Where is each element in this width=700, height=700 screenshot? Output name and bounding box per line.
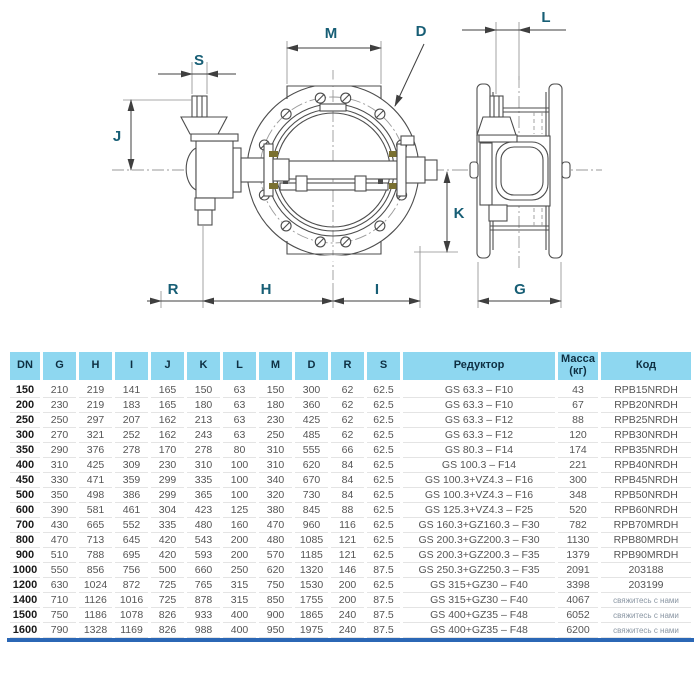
cell-m: 250 (259, 428, 292, 443)
cell-g: 630 (43, 578, 76, 593)
cell-s: 87.5 (367, 623, 400, 638)
cell-reducer: GS 100.3 – F14 (403, 458, 555, 473)
cell-l: 100 (223, 488, 256, 503)
cell-g: 350 (43, 488, 76, 503)
cell-mass: 174 (558, 443, 598, 458)
cell-d: 1975 (295, 623, 328, 638)
cell-mass: 67 (558, 398, 598, 413)
side-view (453, 76, 602, 268)
cell-l: 100 (223, 473, 256, 488)
cell-i: 252 (115, 428, 148, 443)
cell-i: 645 (115, 533, 148, 548)
cell-s: 62.5 (367, 443, 400, 458)
cell-d: 555 (295, 443, 328, 458)
cell-r: 146 (331, 563, 364, 578)
top-liner-key (320, 104, 346, 111)
col-header-dn: DN (10, 352, 40, 380)
dim-label-r: R (167, 281, 179, 298)
cell-mass: 43 (558, 380, 598, 398)
cell-s: 87.5 (367, 563, 400, 578)
cell-dn: 1400 (10, 593, 40, 608)
cell-mass: 88 (558, 413, 598, 428)
cell-h: 1126 (79, 593, 112, 608)
cell-r: 62 (331, 380, 364, 398)
cell-mass: 4067 (558, 593, 598, 608)
cell-m: 480 (259, 533, 292, 548)
table-row (10, 608, 691, 623)
cell-d: 960 (295, 518, 328, 533)
cell-d: 730 (295, 488, 328, 503)
col-header-s: S (367, 352, 400, 380)
cell-s: 62.5 (367, 380, 400, 398)
dim-label-l: L (541, 9, 551, 26)
table-row (10, 488, 691, 503)
cell-reducer: GS 250.3+GZ250.3 – F35 (403, 563, 555, 578)
cell-r: 121 (331, 533, 364, 548)
cell-d: 1320 (295, 563, 328, 578)
cell-g: 790 (43, 623, 76, 638)
cell-k: 150 (187, 380, 220, 398)
dim-label-s: S (193, 52, 205, 69)
cell-m: 150 (259, 380, 292, 398)
cell-k: 423 (187, 503, 220, 518)
cell-h: 297 (79, 413, 112, 428)
cell-code: 203188 (601, 563, 691, 578)
cell-g: 430 (43, 518, 76, 533)
cell-i: 1078 (115, 608, 148, 623)
cell-j: 304 (151, 503, 184, 518)
cell-reducer: GS 63.3 – F12 (403, 413, 555, 428)
table-header (10, 352, 691, 380)
cell-i: 183 (115, 398, 148, 413)
cell-d: 1755 (295, 593, 328, 608)
cell-l: 63 (223, 428, 256, 443)
table-row (10, 503, 691, 518)
cell-code: RPB20NRDH (601, 398, 691, 413)
cell-dn: 300 (10, 428, 40, 443)
bore-opening (496, 142, 548, 200)
gearbox-actuator (181, 96, 289, 225)
cell-reducer: GS 160.3+GZ160.3 – F30 (403, 518, 555, 533)
cell-s: 62.5 (367, 488, 400, 503)
cell-j: 162 (151, 413, 184, 428)
cell-g: 310 (43, 458, 76, 473)
cell-l: 200 (223, 548, 256, 563)
table-row (10, 563, 691, 578)
cell-j: 725 (151, 578, 184, 593)
cell-k: 765 (187, 578, 220, 593)
cell-code: RPB90MRDH (601, 548, 691, 563)
cell-d: 845 (295, 503, 328, 518)
cell-code: свяжитесь с нами (601, 608, 691, 623)
cell-h: 471 (79, 473, 112, 488)
cell-code: RPB35NRDH (601, 443, 691, 458)
cell-g: 230 (43, 398, 76, 413)
cell-d: 1530 (295, 578, 328, 593)
cell-j: 500 (151, 563, 184, 578)
cell-mass: 348 (558, 488, 598, 503)
dim-label-m: M (324, 25, 338, 42)
cell-r: 62 (331, 413, 364, 428)
cell-reducer: GS 63.3 – F10 (403, 398, 555, 413)
cell-s: 62.5 (367, 413, 400, 428)
cell-d: 425 (295, 413, 328, 428)
cell-i: 552 (115, 518, 148, 533)
dim-label-k: K (453, 205, 465, 222)
cell-j: 335 (151, 518, 184, 533)
cell-j: 230 (151, 458, 184, 473)
cell-dn: 1000 (10, 563, 40, 578)
cell-s: 62.5 (367, 578, 400, 593)
cell-reducer: GS 315+GZ30 – F40 (403, 593, 555, 608)
cell-l: 315 (223, 593, 256, 608)
dim-label-j: J (112, 128, 122, 145)
spec-table-container (7, 352, 694, 642)
cell-k: 335 (187, 473, 220, 488)
cell-m: 850 (259, 593, 292, 608)
cell-k: 660 (187, 563, 220, 578)
cell-reducer: GS 100.3+VZ4.3 – F16 (403, 488, 555, 503)
cell-r: 200 (331, 593, 364, 608)
cell-reducer: GS 400+GZ35 – F48 (403, 608, 555, 623)
table-row (10, 548, 691, 563)
cell-l: 63 (223, 413, 256, 428)
cell-h: 498 (79, 488, 112, 503)
cell-i: 756 (115, 563, 148, 578)
cell-m: 320 (259, 488, 292, 503)
cell-h: 788 (79, 548, 112, 563)
cell-r: 121 (331, 548, 364, 563)
cell-i: 386 (115, 488, 148, 503)
cell-mass: 6200 (558, 623, 598, 638)
cell-k: 278 (187, 443, 220, 458)
cell-j: 299 (151, 488, 184, 503)
cell-g: 330 (43, 473, 76, 488)
cell-mass: 120 (558, 428, 598, 443)
cell-code: RPB30NRDH (601, 428, 691, 443)
cell-mass: 2091 (558, 563, 598, 578)
col-header-d: D (295, 352, 328, 380)
table-row (10, 413, 691, 428)
cell-i: 278 (115, 443, 148, 458)
cell-s: 62.5 (367, 458, 400, 473)
cell-m: 620 (259, 563, 292, 578)
cell-s: 62.5 (367, 548, 400, 563)
cell-code: 203199 (601, 578, 691, 593)
cell-g: 270 (43, 428, 76, 443)
table-row (10, 533, 691, 548)
cell-reducer: GS 200.3+GZ200.3 – F35 (403, 548, 555, 563)
cell-i: 309 (115, 458, 148, 473)
cell-reducer: GS 200.3+GZ200.3 – F30 (403, 533, 555, 548)
cell-reducer: GS 100.3+VZ4.3 – F16 (403, 473, 555, 488)
cell-m: 950 (259, 623, 292, 638)
cell-d: 1185 (295, 548, 328, 563)
cell-j: 162 (151, 428, 184, 443)
cell-code: RPB25NRDH (601, 413, 691, 428)
cell-h: 219 (79, 380, 112, 398)
col-header-h: H (79, 352, 112, 380)
cell-h: 1328 (79, 623, 112, 638)
cell-dn: 600 (10, 503, 40, 518)
cell-h: 1186 (79, 608, 112, 623)
cell-r: 240 (331, 623, 364, 638)
cell-m: 230 (259, 413, 292, 428)
cell-h: 376 (79, 443, 112, 458)
table-row (10, 473, 691, 488)
cell-k: 878 (187, 593, 220, 608)
cell-j: 826 (151, 623, 184, 638)
table-body (10, 380, 691, 638)
col-header-r: R (331, 352, 364, 380)
cell-d: 670 (295, 473, 328, 488)
cell-d: 1085 (295, 533, 328, 548)
cell-reducer: GS 63.3 – F12 (403, 428, 555, 443)
cell-d: 300 (295, 380, 328, 398)
cell-j: 725 (151, 593, 184, 608)
cell-h: 665 (79, 518, 112, 533)
cell-l: 100 (223, 458, 256, 473)
cell-r: 84 (331, 473, 364, 488)
cell-g: 210 (43, 380, 76, 398)
cell-mass: 221 (558, 458, 598, 473)
cell-l: 200 (223, 533, 256, 548)
col-header-i: I (115, 352, 148, 380)
cell-l: 63 (223, 380, 256, 398)
cell-d: 1865 (295, 608, 328, 623)
cell-s: 87.5 (367, 608, 400, 623)
col-header-m: M (259, 352, 292, 380)
cell-r: 88 (331, 503, 364, 518)
cell-j: 165 (151, 380, 184, 398)
cell-j: 170 (151, 443, 184, 458)
cell-s: 62.5 (367, 473, 400, 488)
dim-label-g: G (514, 281, 526, 298)
cell-code: RPB50NRDH (601, 488, 691, 503)
cell-dn: 500 (10, 488, 40, 503)
cell-m: 750 (259, 578, 292, 593)
cell-code: RPB40NRDH (601, 458, 691, 473)
cell-d: 620 (295, 458, 328, 473)
cell-l: 125 (223, 503, 256, 518)
cell-g: 390 (43, 503, 76, 518)
cell-m: 470 (259, 518, 292, 533)
col-header-l: L (223, 352, 256, 380)
cell-m: 380 (259, 503, 292, 518)
cell-k: 543 (187, 533, 220, 548)
cell-reducer: GS 400+GZ35 – F48 (403, 623, 555, 638)
cell-l: 63 (223, 398, 256, 413)
cell-s: 62.5 (367, 518, 400, 533)
cell-i: 207 (115, 413, 148, 428)
cell-reducer: GS 80.3 – F14 (403, 443, 555, 458)
cell-h: 219 (79, 398, 112, 413)
cell-l: 400 (223, 623, 256, 638)
table-row (10, 398, 691, 413)
cell-code: свяжитесь с нами (601, 623, 691, 638)
cell-code: RPB15NRDH (601, 380, 691, 398)
col-header-k: K (187, 352, 220, 380)
cell-l: 315 (223, 578, 256, 593)
cell-h: 321 (79, 428, 112, 443)
dim-label-h: H (260, 281, 272, 298)
cell-k: 365 (187, 488, 220, 503)
cell-j: 299 (151, 473, 184, 488)
cell-dn: 250 (10, 413, 40, 428)
col-header-code: Код (601, 352, 691, 380)
cell-dn: 150 (10, 380, 40, 398)
cell-s: 62.5 (367, 503, 400, 518)
cell-dn: 900 (10, 548, 40, 563)
cell-s: 87.5 (367, 593, 400, 608)
col-header-mass: Масса (кг) (558, 352, 598, 380)
cell-dn: 1200 (10, 578, 40, 593)
table-row (10, 623, 691, 638)
cell-mass: 782 (558, 518, 598, 533)
cell-m: 900 (259, 608, 292, 623)
cell-dn: 200 (10, 398, 40, 413)
cell-i: 461 (115, 503, 148, 518)
cell-mass: 6052 (558, 608, 598, 623)
cell-i: 872 (115, 578, 148, 593)
cell-reducer: GS 63.3 – F10 (403, 380, 555, 398)
cell-dn: 1500 (10, 608, 40, 623)
cell-g: 250 (43, 413, 76, 428)
cell-r: 62 (331, 428, 364, 443)
cell-j: 420 (151, 548, 184, 563)
cell-l: 80 (223, 443, 256, 458)
col-header-g: G (43, 352, 76, 380)
cell-m: 310 (259, 443, 292, 458)
cell-reducer: GS 315+GZ30 – F40 (403, 578, 555, 593)
cell-l: 400 (223, 608, 256, 623)
cell-g: 470 (43, 533, 76, 548)
cell-i: 141 (115, 380, 148, 398)
cell-r: 240 (331, 608, 364, 623)
cell-reducer: GS 125.3+VZ4.3 – F25 (403, 503, 555, 518)
cell-h: 1024 (79, 578, 112, 593)
cell-dn: 800 (10, 533, 40, 548)
cell-h: 856 (79, 563, 112, 578)
cell-code: RPB60NRDH (601, 503, 691, 518)
cell-r: 84 (331, 488, 364, 503)
cell-k: 243 (187, 428, 220, 443)
cell-s: 62.5 (367, 533, 400, 548)
cell-mass: 1130 (558, 533, 598, 548)
cell-k: 593 (187, 548, 220, 563)
cell-r: 62 (331, 398, 364, 413)
cell-m: 310 (259, 458, 292, 473)
cell-code: свяжитесь с нами (601, 593, 691, 608)
cell-s: 62.5 (367, 398, 400, 413)
cell-r: 116 (331, 518, 364, 533)
cell-i: 1169 (115, 623, 148, 638)
technical-drawing (0, 0, 700, 348)
cell-i: 359 (115, 473, 148, 488)
cell-k: 933 (187, 608, 220, 623)
table-row (10, 428, 691, 443)
cell-h: 425 (79, 458, 112, 473)
table-row (10, 458, 691, 473)
cell-mass: 520 (558, 503, 598, 518)
cell-m: 340 (259, 473, 292, 488)
cell-code: RPB45NRDH (601, 473, 691, 488)
cell-k: 180 (187, 398, 220, 413)
cell-dn: 400 (10, 458, 40, 473)
cell-d: 485 (295, 428, 328, 443)
cell-k: 310 (187, 458, 220, 473)
cell-l: 160 (223, 518, 256, 533)
cell-r: 200 (331, 578, 364, 593)
front-view (112, 70, 462, 280)
table-row (10, 518, 691, 533)
dim-label-d: D (415, 23, 427, 40)
cell-k: 988 (187, 623, 220, 638)
cell-j: 420 (151, 533, 184, 548)
col-header-j: J (151, 352, 184, 380)
cell-k: 480 (187, 518, 220, 533)
cell-g: 710 (43, 593, 76, 608)
cell-i: 1016 (115, 593, 148, 608)
cell-g: 550 (43, 563, 76, 578)
cell-mass: 1379 (558, 548, 598, 563)
cell-s: 62.5 (367, 428, 400, 443)
cell-i: 695 (115, 548, 148, 563)
cell-r: 66 (331, 443, 364, 458)
dimensions-table (7, 352, 694, 638)
cell-code: RPB70MRDH (601, 518, 691, 533)
cell-dn: 350 (10, 443, 40, 458)
cell-code: RPB80MRDH (601, 533, 691, 548)
cell-r: 84 (331, 458, 364, 473)
table-row (10, 443, 691, 458)
cell-dn: 1600 (10, 623, 40, 638)
cell-h: 581 (79, 503, 112, 518)
cell-dn: 700 (10, 518, 40, 533)
cell-g: 510 (43, 548, 76, 563)
cell-j: 826 (151, 608, 184, 623)
table-row (10, 380, 691, 398)
cell-mass: 300 (558, 473, 598, 488)
cell-g: 750 (43, 608, 76, 623)
cell-dn: 450 (10, 473, 40, 488)
cell-h: 713 (79, 533, 112, 548)
col-header-reducer: Редуктор (403, 352, 555, 380)
cell-k: 213 (187, 413, 220, 428)
cell-l: 250 (223, 563, 256, 578)
cell-g: 290 (43, 443, 76, 458)
table-row (10, 578, 691, 593)
cell-m: 180 (259, 398, 292, 413)
dim-label-i: I (374, 281, 380, 298)
cell-j: 165 (151, 398, 184, 413)
cell-d: 360 (295, 398, 328, 413)
cell-mass: 3398 (558, 578, 598, 593)
cell-m: 570 (259, 548, 292, 563)
table-row (10, 593, 691, 608)
